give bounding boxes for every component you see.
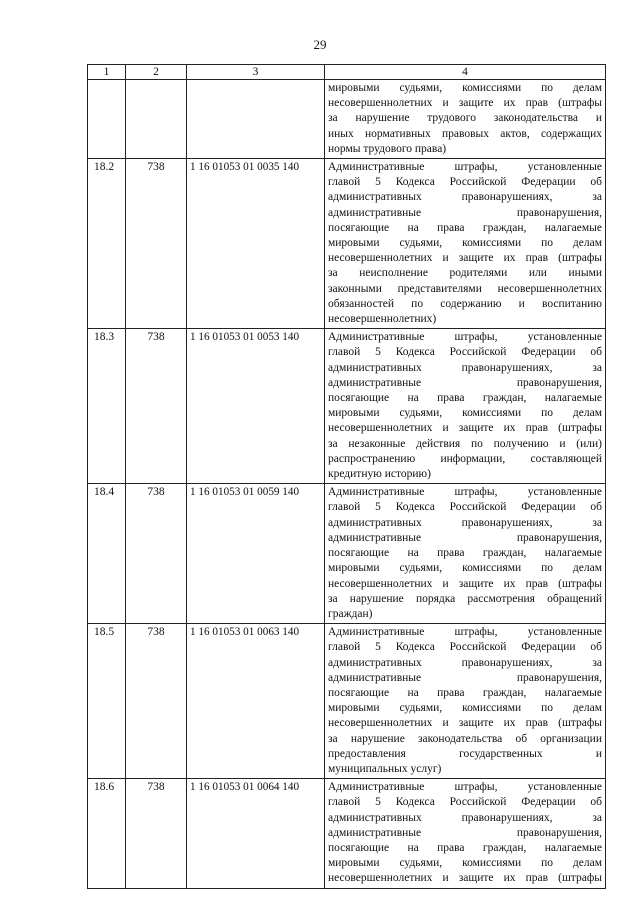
administrator-code: 738 <box>126 159 187 329</box>
description-line: посягающие на права граждан, налагаемые <box>328 392 602 405</box>
description-line: административных правонарушениях, за <box>328 516 602 529</box>
row-number <box>88 80 126 159</box>
administrator-code: 738 <box>126 779 187 888</box>
description-line: посягающие на права граждан, налагаемые <box>328 221 602 234</box>
page-number: 29 <box>313 37 327 52</box>
description-line: за нарушение законодательства об организации <box>328 732 602 745</box>
description-line: главой 5 Кодекса Российской Федерации об <box>328 796 602 809</box>
table-row <box>88 159 606 329</box>
row-number: 18.4 <box>88 484 126 624</box>
header-col-1: 1 <box>88 65 126 80</box>
description-line: Административные штрафы, установленные <box>328 626 602 639</box>
row-number: 18.5 <box>88 624 126 779</box>
description-line: административные правонарушения, <box>328 206 602 219</box>
description-line: мировыми судьями, комиссиями по делам <box>328 237 602 250</box>
description-line: несовершеннолетних и защите их прав (штрафы <box>328 717 602 730</box>
description-line: административных правонарушениях, за <box>328 361 602 374</box>
header-col-3: 3 <box>187 65 325 80</box>
administrator-code: 738 <box>126 624 187 779</box>
description-line: распространению информации, составляющей <box>328 452 602 465</box>
revenue-description <box>325 329 606 484</box>
table-row <box>88 624 606 779</box>
description-line: предоставления государственных и <box>328 747 602 760</box>
revenue-description <box>325 80 606 159</box>
table-body <box>88 80 606 889</box>
header-col-2: 2 <box>126 65 187 80</box>
description-line: главой 5 Кодекса Российской Федерации об <box>328 346 602 359</box>
description-line: несовершеннолетних) <box>328 313 437 326</box>
table-row <box>88 329 606 484</box>
description-line: за неисполнение родителями или иными <box>328 267 602 280</box>
budget-classification-code: 1 16 01053 01 0053 140 <box>187 329 325 484</box>
description-line: иных нормативных правовых актов, содержащих <box>328 127 602 140</box>
description-line: административных правонарушениях, за <box>328 811 602 824</box>
header-row <box>88 65 606 80</box>
administrator-code <box>126 80 187 159</box>
row-number: 18.6 <box>88 779 126 888</box>
description-line: несовершеннолетних и защите их прав (штрафы <box>328 872 602 885</box>
revenue-description <box>325 779 606 888</box>
table-row <box>88 484 606 624</box>
description-line: мировыми судьями, комиссиями по делам <box>328 857 602 870</box>
description-line: мировыми судьями, комиссиями по делам <box>328 562 602 575</box>
budget-classification-code: 1 16 01053 01 0035 140 <box>187 159 325 329</box>
description-line: Административные штрафы, установленные <box>328 486 602 499</box>
description-line: мировыми судьями, комиссиями по делам <box>328 702 602 715</box>
budget-codes-table <box>87 64 606 889</box>
row-number: 18.3 <box>88 329 126 484</box>
administrator-code: 738 <box>126 484 187 624</box>
description-line: несовершеннолетних и защите их прав (штрафы <box>328 252 602 265</box>
description-line: граждан) <box>328 607 373 620</box>
description-line: мировыми судьями, комиссиями по делам <box>328 407 602 420</box>
description-line: административных правонарушениях, за <box>328 656 602 669</box>
row-number: 18.2 <box>88 159 126 329</box>
description-line: административные правонарушения, <box>328 671 602 684</box>
description-line: административные правонарушения, <box>328 531 602 544</box>
description-line: за нарушение порядка рассмотрения обращений <box>328 592 602 605</box>
description-line: административные правонарушения, <box>328 376 602 389</box>
description-line: главой 5 Кодекса Российской Федерации об <box>328 641 602 654</box>
revenue-description <box>325 484 606 624</box>
description-line: обязанностей по содержанию и воспитанию <box>328 297 602 310</box>
revenue-description <box>325 624 606 779</box>
description-line: несовершеннолетних и защите их прав (штрафы <box>328 577 602 590</box>
description-line: посягающие на права граждан, налагаемые <box>328 547 602 560</box>
table-row <box>88 80 606 159</box>
table-header <box>88 65 606 80</box>
description-line: муниципальных услуг) <box>328 762 442 775</box>
description-line: мировыми судьями, комиссиями по делам <box>328 82 602 94</box>
budget-classification-code: 1 16 01053 01 0059 140 <box>187 484 325 624</box>
header-col-4: 4 <box>325 65 606 80</box>
description-line: административных правонарушениях, за <box>328 191 602 204</box>
administrator-code: 738 <box>126 329 187 484</box>
description-line: посягающие на права граждан, налагаемые <box>328 841 602 854</box>
budget-classification-code: 1 16 01053 01 0064 140 <box>187 779 325 888</box>
description-line: кредитную историю) <box>328 468 431 481</box>
description-line: за незаконные действия по получению и (или) <box>328 437 602 450</box>
description-line: законными представителями несовершеннолетних <box>328 282 602 295</box>
description-line: Административные штрафы, установленные <box>328 331 602 344</box>
revenue-description <box>325 159 606 329</box>
budget-classification-code <box>187 80 325 159</box>
table-row <box>88 779 606 888</box>
description-line: главой 5 Кодекса Российской Федерации об <box>328 501 602 514</box>
description-line: административные правонарушения, <box>328 826 602 839</box>
description-line: Административные штрафы, установленные <box>328 781 602 794</box>
description-line: за нарушение трудового законодательства и <box>328 112 602 125</box>
budget-classification-code: 1 16 01053 01 0063 140 <box>187 624 325 779</box>
description-line: посягающие на права граждан, налагаемые <box>328 686 602 699</box>
description-line: несовершеннолетних и защите их прав (штрафы <box>328 422 602 435</box>
description-line: Административные штрафы, установленные <box>328 161 602 174</box>
description-line: нормы трудового права) <box>328 142 447 155</box>
description-line: несовершеннолетних и защите их прав (штрафы <box>328 97 602 110</box>
description-line: главой 5 Кодекса Российской Федерации об <box>328 176 602 189</box>
